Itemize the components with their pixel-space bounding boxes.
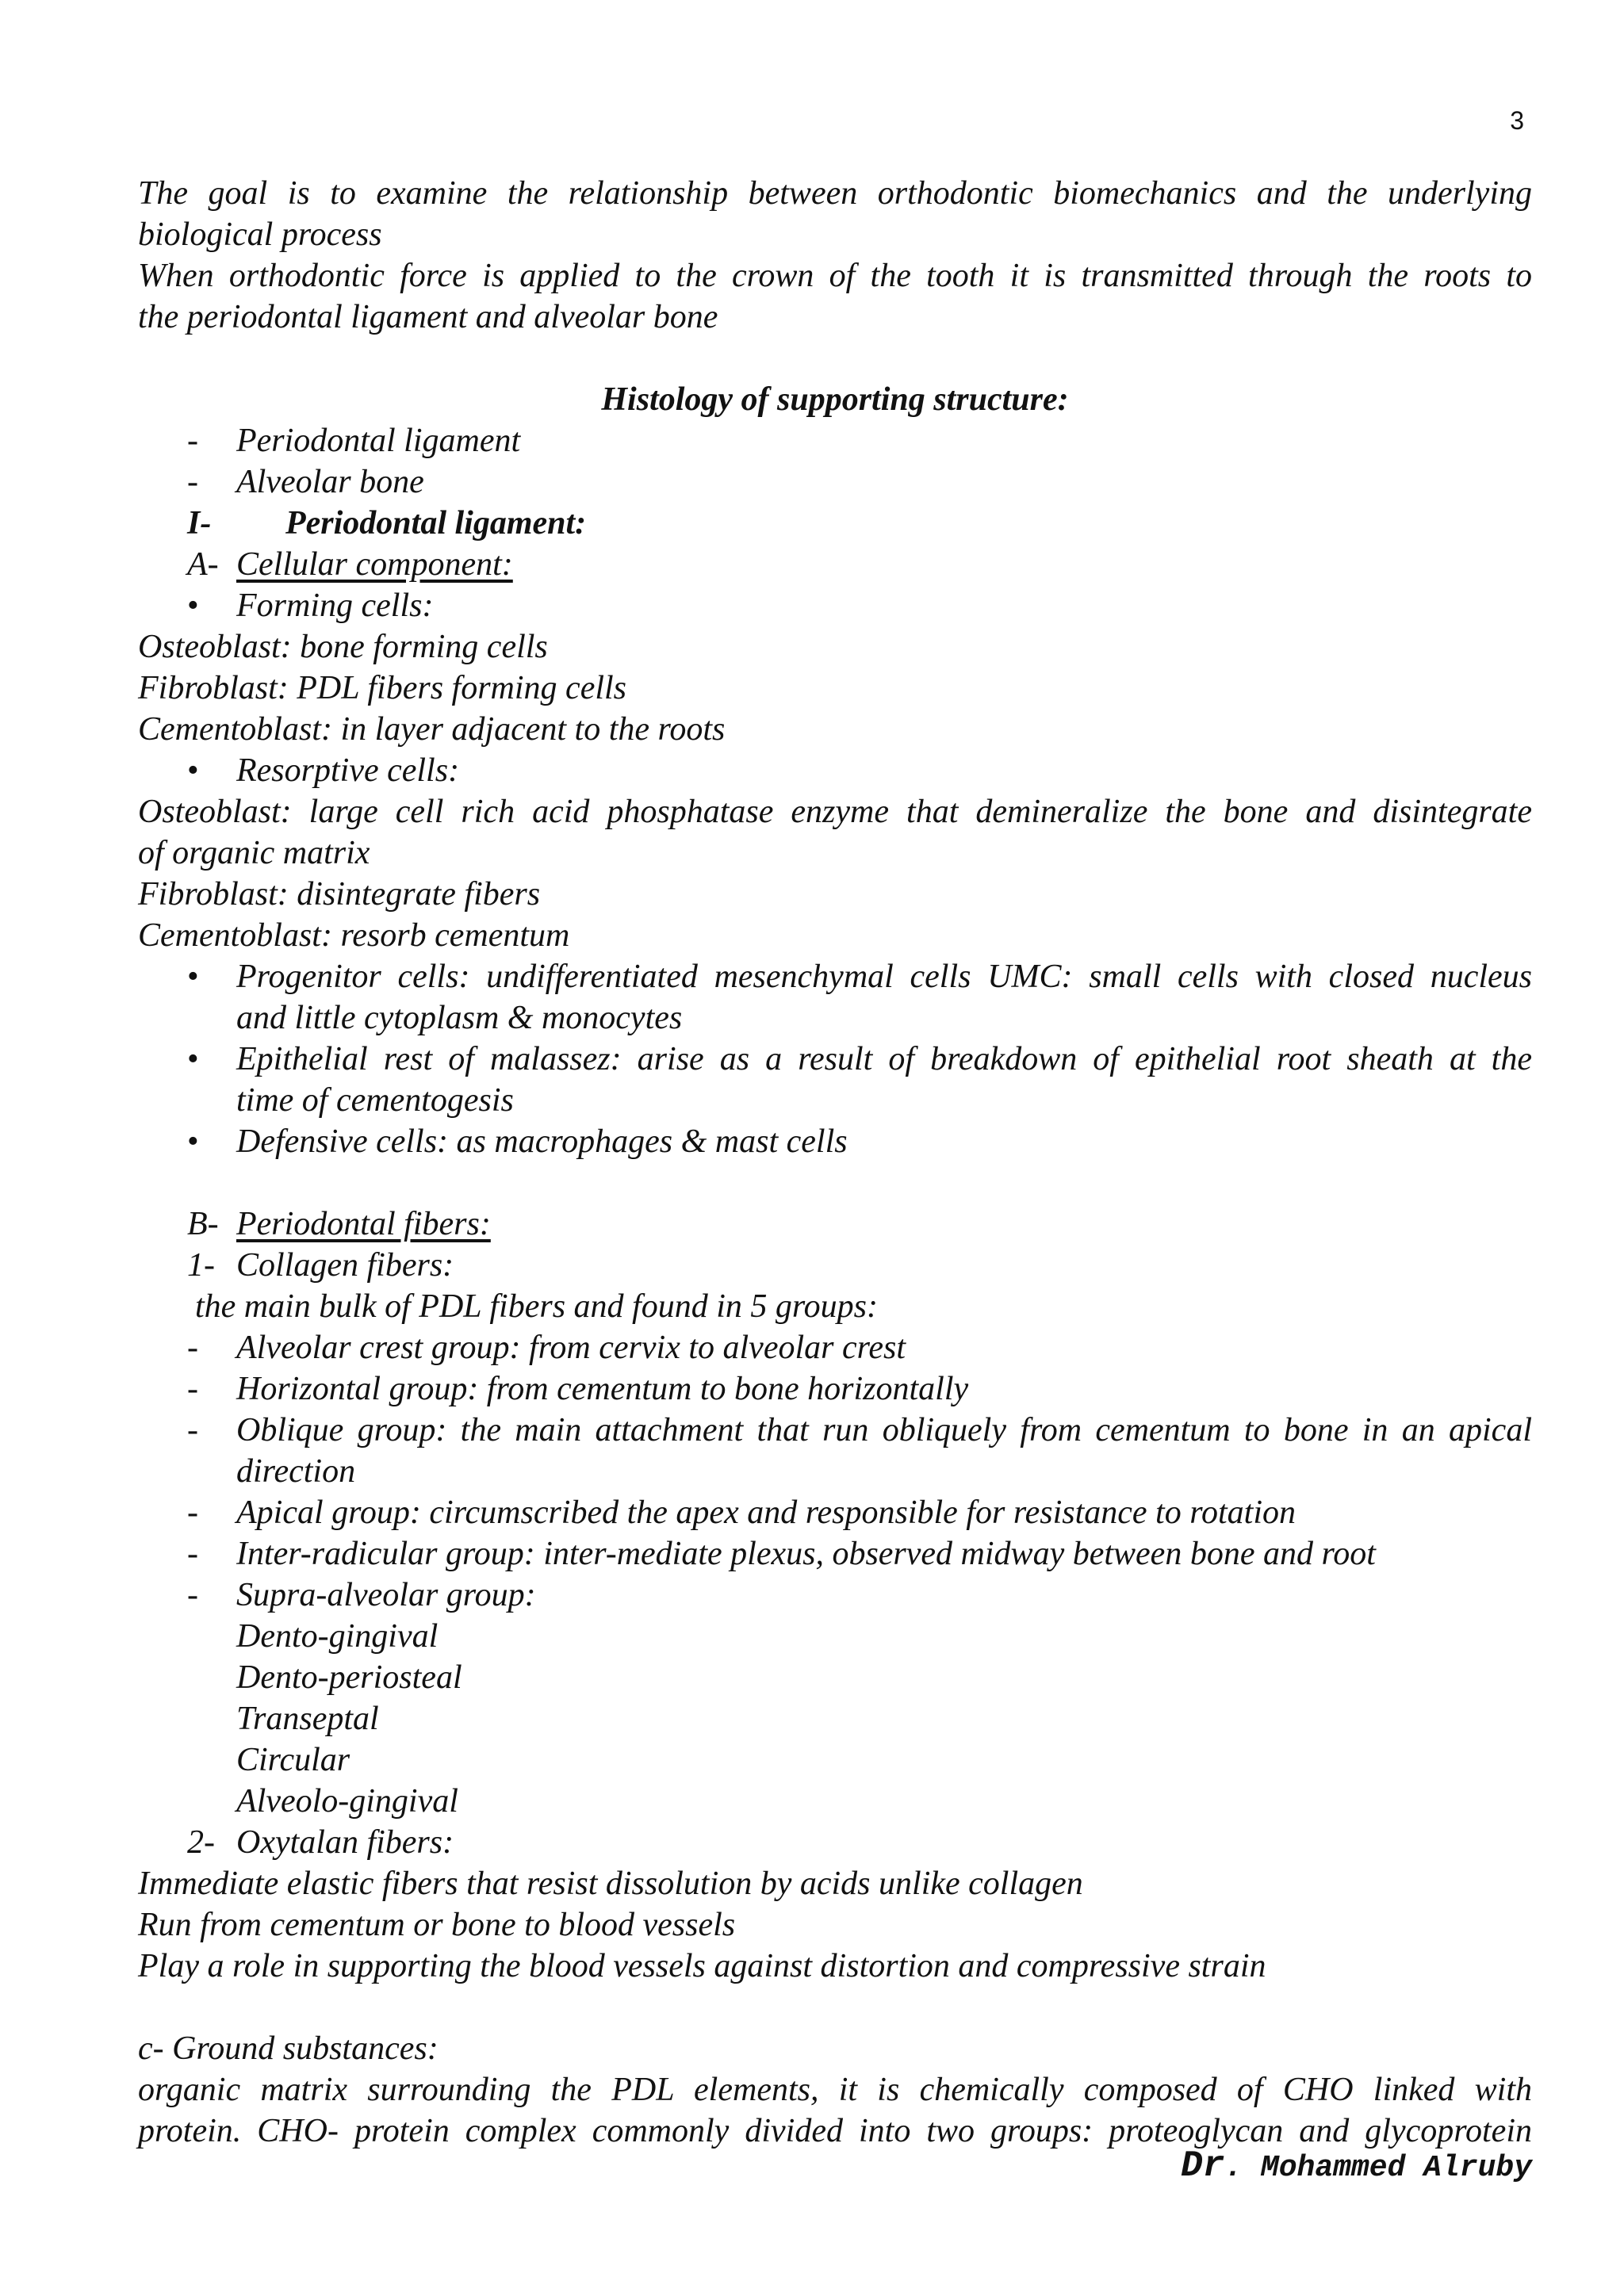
other-cell-bullet	[138, 1039, 1532, 1121]
dash-marker: -	[187, 1412, 198, 1448]
collagen-marker: 1-	[187, 1247, 215, 1284]
forming-cell-item: Fibroblast: PDL fibers forming cells	[138, 670, 627, 706]
forming-cell-item: Cementoblast: in layer adjacent to the roots	[138, 711, 726, 748]
intro-p1-line-2: biological process	[138, 216, 382, 253]
dash-marker: -	[187, 1494, 198, 1531]
dash-marker: -	[187, 423, 198, 459]
oxytalan-line: Immediate elastic fibers that resist dissolution by acids unlike collagen	[138, 1866, 1083, 1902]
supra-alveolar-item: Transeptal	[236, 1701, 379, 1737]
collagen-group-text: Horizontal group: from cementum to bone horizontally	[236, 1371, 969, 1407]
forming-cells-title: Forming cells:	[236, 587, 434, 624]
oxytalan-line: Run from cementum or bone to blood vessels	[138, 1907, 736, 1943]
resorptive-cells-title: Resorptive cells:	[236, 752, 460, 789]
bullet-marker: •	[187, 752, 199, 789]
forming-cells-bullet	[138, 585, 1532, 626]
part-b-marker: B-	[187, 1206, 219, 1242]
other-cell-line: Progenitor cells: undifferentiated mesenchymal cells UMC: small cells with closed nucleus	[236, 959, 1532, 995]
structure-item-text: Alveolar bone	[236, 464, 424, 500]
resorptive-cells-bullet	[138, 750, 1532, 791]
oxytalan-title: Oxytalan fibers:	[236, 1824, 454, 1861]
author-signature	[1181, 2145, 1532, 2189]
part-a-marker: A-	[187, 546, 219, 583]
supra-alveolar-item: Dento-periosteal	[236, 1659, 462, 1696]
collagen-group-item	[138, 1575, 1532, 1616]
dash-marker: -	[187, 1577, 198, 1613]
part-a-heading	[138, 544, 1532, 585]
intro-p1-line-1: The goal is to examine the relationship between orthodontic biomechanics and the underlying	[138, 175, 1532, 212]
intro-p2-line-1: When orthodontic force is applied to the crown of the tooth it is transmitted through the roots to	[138, 258, 1532, 294]
author-dr: Dr	[1181, 2145, 1225, 2187]
collagen-description: the main bulk of PDL fibers and found in 5 groups:	[195, 1288, 878, 1325]
collagen-group-item	[138, 1327, 1532, 1368]
bullet-marker: •	[187, 959, 199, 995]
ground-substances-text	[138, 2069, 1532, 2152]
collagen-group-item	[138, 1533, 1532, 1575]
forming-cell-item: Osteoblast: bone forming cells	[138, 629, 548, 665]
collagen-group-text: Supra-alveolar group:	[236, 1577, 536, 1613]
supra-alveolar-item: Dento-gingival	[236, 1618, 439, 1655]
supra-alveolar-item: Alveolo-gingival	[236, 1783, 458, 1820]
resorptive-osteo-item	[138, 791, 1532, 874]
oxytalan-marker: 2-	[187, 1824, 215, 1861]
bullet-marker: •	[187, 1041, 199, 1077]
resorptive-osteo-line-1: Osteoblast: large cell rich acid phosphatase enzyme that demineralize the bone and disintegrate	[138, 794, 1532, 830]
author-name: . Mohammed Alruby	[1224, 2151, 1532, 2185]
section-1-heading	[138, 503, 1532, 544]
ground-text-line-1: organic matrix surrounding the PDL elements, it is chemically composed of CHO linked with	[138, 2072, 1532, 2108]
part-a-title: Cellular component:	[236, 546, 513, 583]
bullet-marker: •	[187, 587, 199, 624]
resorptive-cell-item: Fibroblast: disintegrate fibers	[138, 876, 541, 913]
intro-p2-line-2: the periodontal ligament and alveolar bone	[138, 299, 718, 335]
resorptive-cell-item: Cementoblast: resorb cementum	[138, 917, 570, 954]
intro-paragraph-1	[138, 173, 1532, 255]
collagen-title: Collagen fibers:	[236, 1247, 454, 1284]
section-1-marker: I-	[187, 505, 212, 541]
collagen-group-text: direction	[236, 1453, 356, 1490]
ground-text-line-2: protein. CHO- protein complex commonly divided into two groups: proteoglycan and glycoprotein	[138, 2113, 1532, 2149]
other-cell-line: Epithelial rest of malassez: arise as a result of breakdown of epithelial root sheath at the	[236, 1041, 1532, 1077]
other-cell-line: and little cytoplasm & monocytes	[236, 1000, 683, 1036]
part-b-heading	[138, 1203, 1532, 1245]
dash-marker: -	[187, 1371, 198, 1407]
collagen-group-text: Oblique group: the main attachment that run obliquely from cementum to bone in an apical	[236, 1412, 1532, 1448]
section-heading: Histology of supporting structure:	[601, 381, 1069, 418]
section-1-title: Periodontal ligament:	[285, 505, 587, 541]
structure-item	[138, 420, 1532, 461]
other-cell-bullet	[138, 1121, 1532, 1162]
intro-paragraph-2	[138, 255, 1532, 338]
dash-marker: -	[187, 464, 198, 500]
collagen-heading	[138, 1245, 1532, 1286]
collagen-group-item	[138, 1368, 1532, 1410]
dash-marker: -	[187, 1330, 198, 1366]
ground-substances-title: c- Ground substances:	[138, 2030, 439, 2067]
structure-item-text: Periodontal ligament	[236, 423, 521, 459]
part-b-title: Periodontal fibers:	[236, 1206, 491, 1242]
dash-marker: -	[187, 1536, 198, 1572]
collagen-group-item	[138, 1492, 1532, 1533]
collagen-group-text: Alveolar crest group: from cervix to alveolar crest	[236, 1330, 906, 1366]
oxytalan-line: Play a role in supporting the blood vessels against distortion and compressive strain	[138, 1948, 1266, 1984]
collagen-group-text: Inter-radicular group: inter-mediate plexus, observed midway between bone and root	[236, 1536, 1376, 1572]
collagen-group-text: Apical group: circumscribed the apex and responsible for resistance to rotation	[236, 1494, 1297, 1531]
other-cell-line: time of cementogesis	[236, 1082, 514, 1119]
structure-item	[138, 461, 1532, 503]
resorptive-osteo-line-2: of organic matrix	[138, 835, 370, 871]
oxytalan-heading	[138, 1822, 1532, 1863]
bullet-marker: •	[187, 1123, 199, 1160]
collagen-group-item	[138, 1410, 1532, 1492]
other-cell-line: Defensive cells: as macrophages & mast cells	[236, 1123, 848, 1160]
page-number: 3	[1510, 106, 1524, 135]
other-cell-bullet	[138, 956, 1532, 1039]
page-content	[138, 173, 1532, 2152]
supra-alveolar-item: Circular	[236, 1742, 350, 1778]
